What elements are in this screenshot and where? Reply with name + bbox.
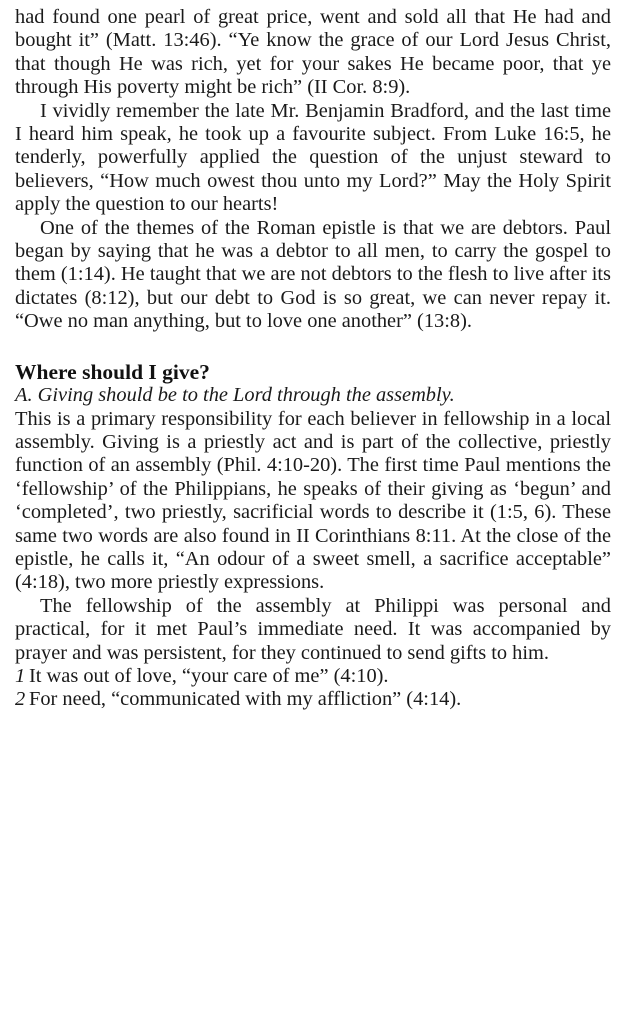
list-item bbox=[15, 688, 611, 711]
paragraph-responsibility: This is a primary responsibility for each believer in fellowship in a local assembly. Giving is a priestly act and is part of the collective, priestly function of an assembly (Phil. 4:10-20). The first time Paul mentions the ‘fellowship’ of the Philippians, he speaks of their giving as ‘begun’ and ‘completed’, two priestly, sacrificial words to describe it (1:5, 6). These same two words are also found in II Corinthians 8:11. At the close of the epistle, he calls it, “An odour of a sweet smell, a sacrifice acceptable” (4:18), two more priestly expressions. bbox=[15, 407, 611, 594]
list-number: 2 bbox=[15, 688, 26, 711]
section-subheading: A. Giving should be to the Lord through the assembly. bbox=[15, 384, 455, 407]
document-page bbox=[15, 6, 611, 712]
paragraph-romans: One of the themes of the Roman epistle is that we are debtors. Paul began by saying that he was a debtor to all men, to carry the gospel to them (1:14). He taught that we are not debtors to the flesh to live after its dictates (8:12), but our debt to God is so great, we can never repay it. “Owe no man anything, but to love one another” (13:8). bbox=[15, 216, 611, 333]
list-text: For need, “communicated with my affliction” (4:14). bbox=[29, 688, 462, 711]
section-heading: Where should I give? bbox=[15, 359, 210, 384]
section-gap bbox=[15, 334, 611, 361]
paragraph-continuation: had found one pearl of great price, went and sold all that He had and bought it” (Matt. 13:46). “Ye know the grace of our Lord Jesus Christ, that though He was rich, yet for your sakes He became poor, that ye through His poverty might be rich” (II Cor. 8:9). bbox=[15, 6, 611, 99]
paragraph-philippi: The fellowship of the assembly at Philippi was personal and practical, for it met Paul’s immediate need. It was accompanied by prayer and was persistent, for they continued to send gifts to him. bbox=[15, 594, 611, 664]
list-number: 1 bbox=[15, 664, 26, 687]
list-item bbox=[15, 665, 611, 688]
list-text: It was out of love, “your care of me” (4:10). bbox=[29, 664, 389, 687]
paragraph-bradford: I vividly remember the late Mr. Benjamin Bradford, and the last time I heard him speak, he took up a favourite subject. From Luke 16:5, he tenderly, powerfully applied the question of the unjust steward to believers, “How much owest thou unto my Lord?” May the Holy Spirit apply the question to our hearts! bbox=[15, 99, 611, 216]
